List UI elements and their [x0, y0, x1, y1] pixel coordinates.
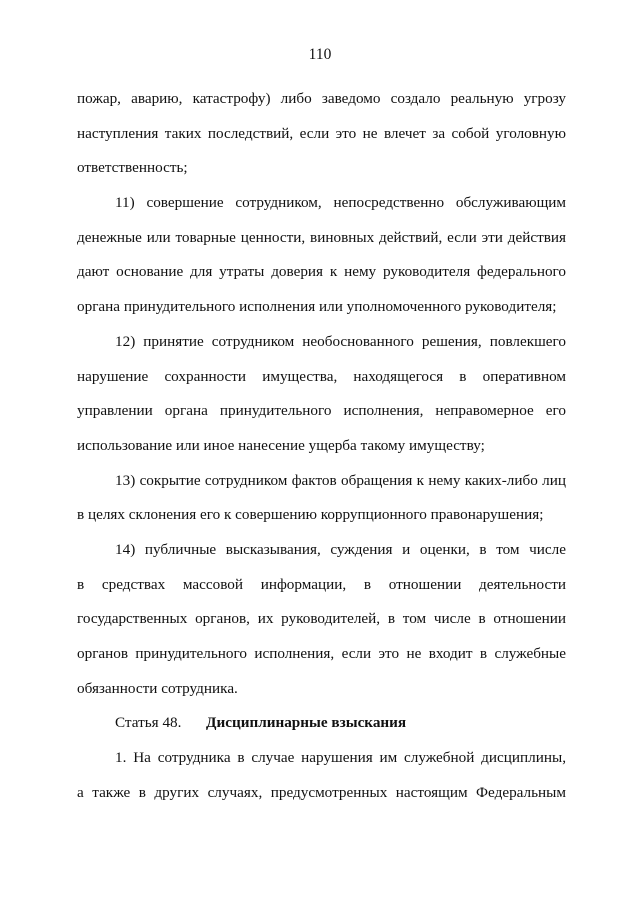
article-heading — [77, 706, 566, 741]
text-line: 1. На сотрудника в случае нарушения им служебной дисциплины, — [115, 749, 566, 767]
document-body — [77, 82, 566, 810]
text-line: управлении органа принудительного исполнения, неправомерное его — [77, 402, 566, 420]
text-line: нарушение сохранности имущества, находящегося в оперативном — [77, 367, 566, 385]
text-line: органа принудительного исполнения или уполномоченного руководителя; — [77, 298, 557, 316]
text-line: обязанности сотрудника. — [77, 679, 238, 697]
text-line: в средствах массовой информации, в отношении деятельности — [77, 575, 566, 593]
text-line: дают основание для утраты доверия к нему руководителя федерального — [77, 263, 566, 281]
text-line: 14) публичные высказывания, суждения и оценки, в том числе — [115, 540, 566, 558]
article-title: Дисциплинарные взыскания — [206, 714, 407, 732]
text-line: использование или иное нанесение ущерба такому имуществу; — [77, 436, 485, 454]
text-line: денежные или товарные ценности, виновных действий, если эти действия — [77, 228, 566, 246]
text-line: 11) совершение сотрудником, непосредственно обслуживающим — [115, 194, 566, 212]
text-line: а также в других случаях, предусмотренных настоящим Федеральным — [77, 783, 566, 801]
page-number: 110 — [308, 46, 332, 63]
text-line: наступления таких последствий, если это не влечет за собой уголовную — [77, 124, 566, 142]
text-line: в целях склонения его к совершению коррупционного правонарушения; — [77, 506, 544, 524]
text-line: ответственность; — [77, 159, 188, 177]
article-number: Статья 48. — [115, 714, 182, 732]
text-line: 13) сокрытие сотрудником фактов обращения к нему каких-либо лиц — [115, 471, 566, 489]
text-line: органов принудительного исполнения, если это не входит в служебные — [77, 645, 566, 662]
text-line: пожар, аварию, катастрофу) либо заведомо создало реальную угрозу — [77, 90, 566, 107]
text-line: государственных органов, их руководителей, в том числе в отношении — [77, 610, 566, 628]
text-line: 12) принятие сотрудником необоснованного решения, повлекшего — [115, 332, 566, 350]
